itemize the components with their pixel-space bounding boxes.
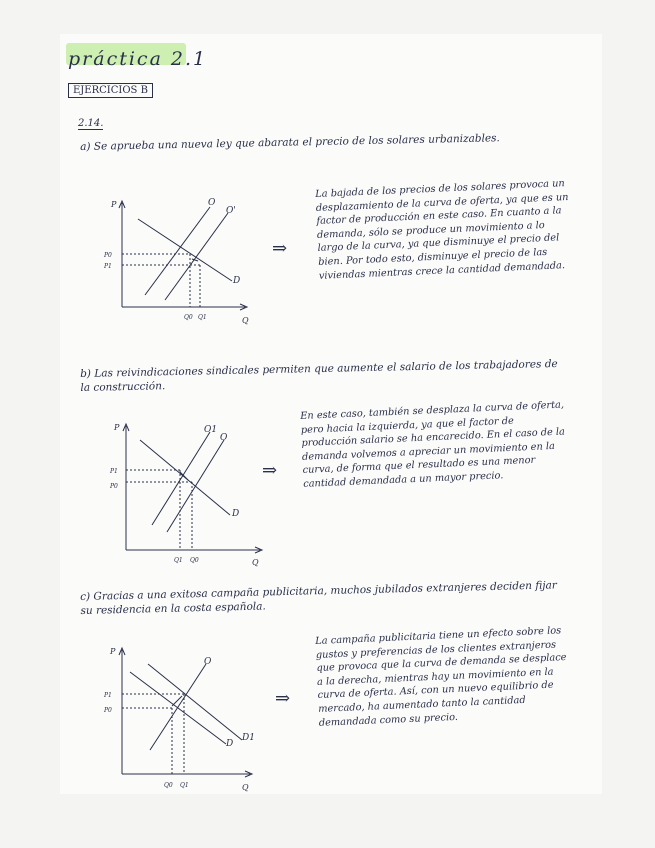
graph-b-label-q1: Q1	[174, 557, 183, 564]
graph-a-label-q1: Q1	[198, 314, 207, 321]
graph-b-supply-o1	[152, 432, 210, 525]
answer-b: En este caso, también se desplaza la curva de oferta, pero hacia la izquierda, ya que el factor de producción salario se ha encarecido. En el caso de la demanda volvemos a apreciar un movimiento en la curva, de forma que el resultado es una menor cantidad demandada a un mayor precio.	[300, 399, 566, 490]
graph-a-label-p0: P0	[104, 252, 112, 259]
graph-c	[104, 642, 258, 792]
graph-c-label-o: O	[204, 657, 212, 667]
answer-a: La bajada de los precios de los solares provoca un desplazamiento de la curva de oferta, ya que es un factor de producción en este caso. En cuanto a la demanda, sólo se produce un movimiento a lo largo de la curva, ya que disminuye el precio del bien. Por todo esto, disminuye el precio de las viviendas mientras crece la cantidad demandada.	[315, 178, 569, 282]
graph-b-label-p1: P1	[110, 468, 118, 475]
question-b: b) Las reivindicaciones sindicales permiten que aumente el salario de los trabajadores de la construcción.	[80, 357, 558, 394]
graph-a-label-p1: P1	[104, 263, 112, 270]
graph-c-label-q0: Q0	[164, 782, 173, 789]
arrow-a: ⇒	[272, 238, 288, 259]
graph-a-label-d: D	[233, 276, 241, 286]
graph-c-supply-o	[150, 664, 206, 750]
graph-a-label-o1: O'	[226, 206, 236, 216]
graph-c-label-p0: P0	[104, 707, 112, 714]
graph-c-label-p1: P1	[104, 692, 112, 699]
section-box: EJERCICIOS B	[68, 83, 153, 98]
arrow-b: ⇒	[262, 460, 278, 481]
graph-c-demand-d	[130, 672, 226, 744]
question-c: c) Gracias a una exitosa campaña publicitaria, muchos jubilados extranjeres deciden fijar su residencia en la costa española.	[80, 579, 557, 617]
graph-c-demand-d1	[148, 664, 242, 740]
graph-b	[112, 420, 262, 570]
question-a: a) Se aprueba una nueva ley que abarata el precio de los solares urbanizables.	[80, 132, 500, 153]
exercise-number: 2.14.	[78, 118, 104, 129]
graph-a-axis-p: P	[111, 200, 117, 209]
graph-b-label-o: O	[220, 433, 228, 443]
graph-a-label-q0: Q0	[184, 314, 193, 321]
graph-c-axis-q: Q	[242, 783, 249, 792]
page-title: práctica 2.1	[68, 48, 208, 70]
graph-b-label-o1: O1	[204, 425, 218, 435]
graph-b-label-p0: P0	[110, 483, 118, 490]
graph-c-label-q1: Q1	[180, 782, 189, 789]
graph-b-label-q0: Q0	[190, 557, 199, 564]
graph-b-axis-q: Q	[252, 558, 259, 567]
graph-a-axis-q: Q	[242, 316, 249, 325]
answer-c: La campaña publicitaria tiene un efecto sobre los gustos y preferencias de los clientes extranjeros que provoca que la curva de demanda se desplace a la derecha, mientras hay un movimiento en la curva de oferta. Así, con un nuevo equilibrio de mercado, ha aumentado tanto la cantidad demandada como su precio.	[315, 625, 567, 729]
arrow-c: ⇒	[275, 688, 291, 709]
graph-c-label-d1: D1	[242, 733, 255, 743]
graph-a	[104, 195, 255, 335]
graph-b-axis-p: P	[114, 423, 120, 432]
graph-b-label-d: D	[232, 509, 240, 519]
graph-a-label-o: O	[208, 198, 216, 208]
graph-c-label-d: D	[226, 739, 234, 749]
graph-c-axis-p: P	[110, 647, 116, 656]
